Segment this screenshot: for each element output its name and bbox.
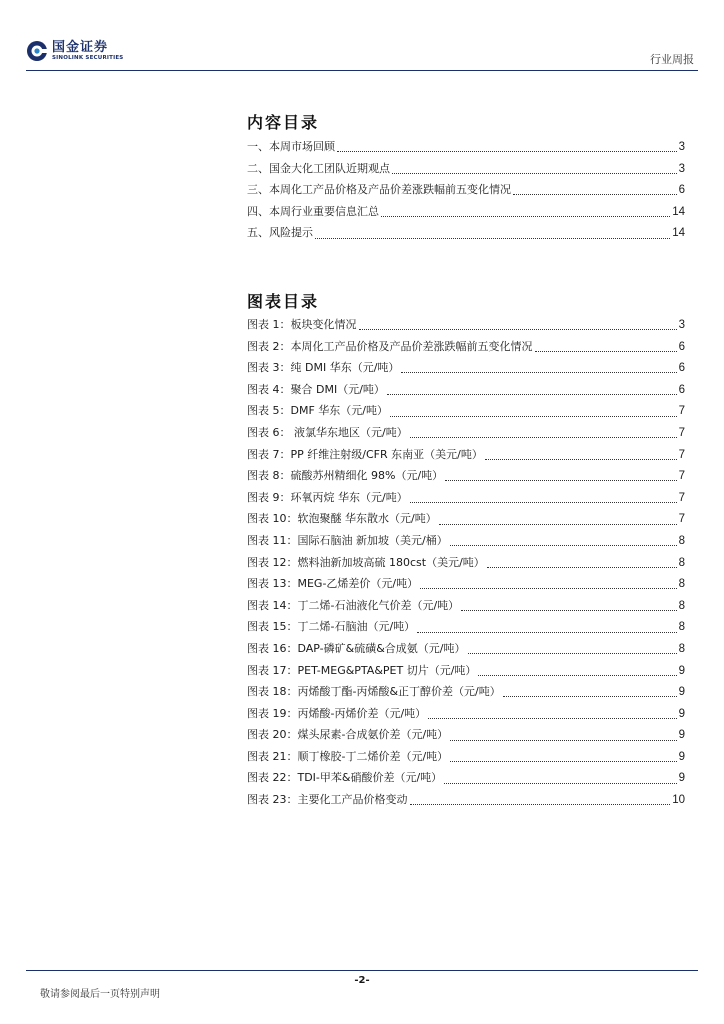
contents-entry-page: 6 [678, 184, 685, 197]
dot-leader [417, 632, 676, 633]
figure-entry[interactable] [247, 726, 685, 748]
figure-entry-label: 图表 6： 液氯华东地区（元/吨） [247, 425, 408, 439]
figure-entry[interactable] [247, 338, 685, 360]
contents-list [247, 138, 685, 246]
figure-entry[interactable] [247, 554, 685, 576]
figure-entry[interactable] [247, 748, 685, 770]
dot-leader [439, 524, 677, 525]
figure-entry-page: 7 [678, 491, 685, 504]
figure-entry-label: 图表 8：硫酸苏州精细化 98%（元/吨） [247, 469, 444, 483]
figure-entry-page: 10 [672, 794, 685, 807]
contents-entry-page: 14 [672, 227, 685, 240]
disclaimer-text: 敬请参阅最后一页特别声明 [40, 989, 160, 1000]
figure-entry-label: 图表 12：燃料油新加坡高硫 180cst（美元/吨） [247, 555, 485, 569]
figure-entry[interactable] [247, 769, 685, 791]
figure-entry-page: 8 [678, 534, 685, 547]
figure-entry-label: 图表 23：主要化工产品价格变动 [247, 793, 408, 807]
figure-entry-label: 图表 7：PP 纤维注射级/CFR 东南亚（美元/吨） [247, 447, 483, 461]
contents-entry[interactable] [247, 181, 685, 203]
figure-entry-page: 9 [678, 750, 685, 763]
dot-leader [445, 480, 676, 481]
dot-leader [450, 761, 676, 762]
figure-entry-label: 图表 18：丙烯酸丁酯-丙烯酸&正丁醇价差（元/吨） [247, 685, 501, 699]
figure-entry-label: 图表 11：国际石脑油 新加坡（美元/桶） [247, 533, 448, 547]
dot-leader [485, 459, 677, 460]
dot-leader [410, 502, 677, 503]
figure-entry-page: 7 [678, 470, 685, 483]
contents-entry[interactable] [247, 224, 685, 246]
figure-entry-label: 图表 3：纯 DMI 华东（元/吨） [247, 361, 400, 375]
dot-leader [390, 416, 677, 417]
figure-entry-page: 9 [678, 707, 685, 720]
dot-leader [428, 718, 676, 719]
figure-entry-page: 8 [678, 599, 685, 612]
page-number: -2- [354, 975, 370, 986]
figure-entry-label: 图表 20：煤头尿素-合成氨价差（元/吨） [247, 728, 449, 742]
dot-leader [487, 567, 677, 568]
figure-entry-page: 9 [678, 686, 685, 699]
figure-entry[interactable] [247, 359, 685, 381]
dot-leader [444, 783, 676, 784]
figure-entry-label: 图表 2：本周化工产品价格及产品价差涨跌幅前五变化情况 [247, 339, 533, 353]
contents-entry-label: 一、本周市场回顾 [247, 140, 335, 153]
dot-leader [503, 696, 677, 697]
contents-entry-label: 三、本周化工产品价格及产品价差涨跌幅前五变化情况 [247, 183, 511, 197]
header-divider [26, 70, 698, 71]
figure-entry-page: 3 [678, 319, 685, 331]
dot-leader [420, 588, 676, 589]
contents-entry-label: 五、风险提示 [247, 226, 313, 240]
dot-leader [450, 740, 676, 741]
figure-entry-page: 8 [678, 578, 685, 591]
dot-leader [315, 238, 670, 239]
figure-entry-page: 8 [678, 556, 685, 569]
dot-leader [478, 675, 676, 676]
figures-list [247, 316, 685, 813]
figure-entry[interactable] [247, 532, 685, 554]
figure-entry[interactable] [247, 316, 685, 338]
figure-entry-label: 图表 5：DMF 华东（元/吨） [247, 404, 388, 418]
footer-divider [26, 970, 698, 971]
dot-leader [359, 329, 677, 330]
figure-entry-label: 图表 1：板块变化情况 [247, 318, 357, 331]
report-type-label: 行业周报 [650, 53, 694, 66]
dot-leader [401, 372, 676, 373]
figure-entry-label: 图表 9：环氧丙烷 华东（元/吨） [247, 490, 408, 504]
figure-entry[interactable] [247, 640, 685, 662]
figure-entry[interactable] [247, 705, 685, 727]
dot-leader [392, 173, 677, 174]
dot-leader [513, 194, 677, 195]
contents-entry[interactable] [247, 203, 685, 225]
figure-entry-label: 图表 14：丁二烯-石油液化气价差（元/吨） [247, 598, 460, 612]
dot-leader [381, 216, 670, 217]
figure-entry-page: 6 [678, 340, 685, 353]
contents-entry[interactable] [247, 138, 685, 160]
figure-entry[interactable] [247, 791, 685, 813]
figure-entry[interactable] [247, 597, 685, 619]
company-logo [26, 40, 123, 62]
figure-entry-label: 图表 13：MEG-乙烯差价（元/吨） [247, 577, 419, 591]
figure-entry-page: 9 [678, 664, 685, 677]
dot-leader [337, 151, 677, 152]
logo-chinese-name: 国金证券 [52, 39, 109, 55]
logo-english-name: SINOLINK SECURITIES [52, 54, 124, 61]
contents-entry-label: 二、国金大化工团队近期观点 [247, 161, 390, 175]
dot-leader [535, 351, 677, 352]
figure-entry-page: 7 [678, 448, 685, 461]
dot-leader [450, 545, 677, 546]
figure-entry-label: 图表 21：顺丁橡胶-丁二烯价差（元/吨） [247, 749, 449, 763]
figure-entry[interactable] [247, 510, 685, 532]
figure-entry-page: 7 [678, 405, 685, 418]
figure-entry[interactable] [247, 402, 685, 424]
figure-entry-label: 图表 15：丁二烯-石脑油（元/吨） [247, 620, 416, 634]
figure-entry[interactable] [247, 662, 685, 684]
figure-entry[interactable] [247, 618, 685, 640]
figure-entry-label: 图表 4：聚合 DMI（元/吨） [247, 382, 385, 396]
figure-entry-label: 图表 19：丙烯酸-丙烯价差（元/吨） [247, 706, 427, 720]
contents-entry-page: 3 [678, 141, 685, 153]
figure-entry-page: 9 [678, 729, 685, 742]
contents-title: 内容目录 [247, 113, 320, 132]
figure-entry-page: 6 [678, 383, 685, 396]
figure-entry[interactable] [247, 381, 685, 403]
contents-entry-page: 14 [672, 205, 685, 218]
contents-entry-label: 四、本周行业重要信息汇总 [247, 204, 379, 218]
figure-entry-label: 图表 17：PET-MEG&PTA&PET 切片（元/吨） [247, 663, 477, 677]
figure-entry[interactable] [247, 446, 685, 468]
dot-leader [387, 394, 677, 395]
figure-entry-page: 7 [678, 426, 685, 439]
figure-entry-page: 9 [678, 772, 685, 785]
figure-entry[interactable] [247, 467, 685, 489]
figure-entry-page: 7 [678, 513, 685, 526]
figure-entry-label: 图表 10：软泡聚醚 华东散水（元/吨） [247, 512, 437, 526]
page-header [0, 0, 724, 72]
dot-leader [410, 437, 677, 438]
figures-title: 图表目录 [247, 292, 320, 311]
figure-entry-page: 8 [678, 642, 685, 655]
figure-entry-page: 8 [678, 621, 685, 634]
figure-entry-label: 图表 22：TDI-甲苯&硝酸价差（元/吨） [247, 771, 443, 785]
dot-leader [468, 653, 677, 654]
figure-entry[interactable] [247, 575, 685, 597]
contents-entry-page: 3 [678, 162, 685, 175]
figure-entry[interactable] [247, 424, 685, 446]
sinolink-logo-icon [26, 40, 48, 62]
contents-entry[interactable] [247, 160, 685, 182]
dot-leader [461, 610, 676, 611]
dot-leader [410, 804, 671, 805]
figure-entry[interactable] [247, 683, 685, 705]
figure-entry-label: 图表 16：DAP-磷矿&硫磺&合成氨（元/吨） [247, 641, 466, 655]
figure-entry-page: 6 [678, 362, 685, 375]
figure-entry[interactable] [247, 489, 685, 511]
